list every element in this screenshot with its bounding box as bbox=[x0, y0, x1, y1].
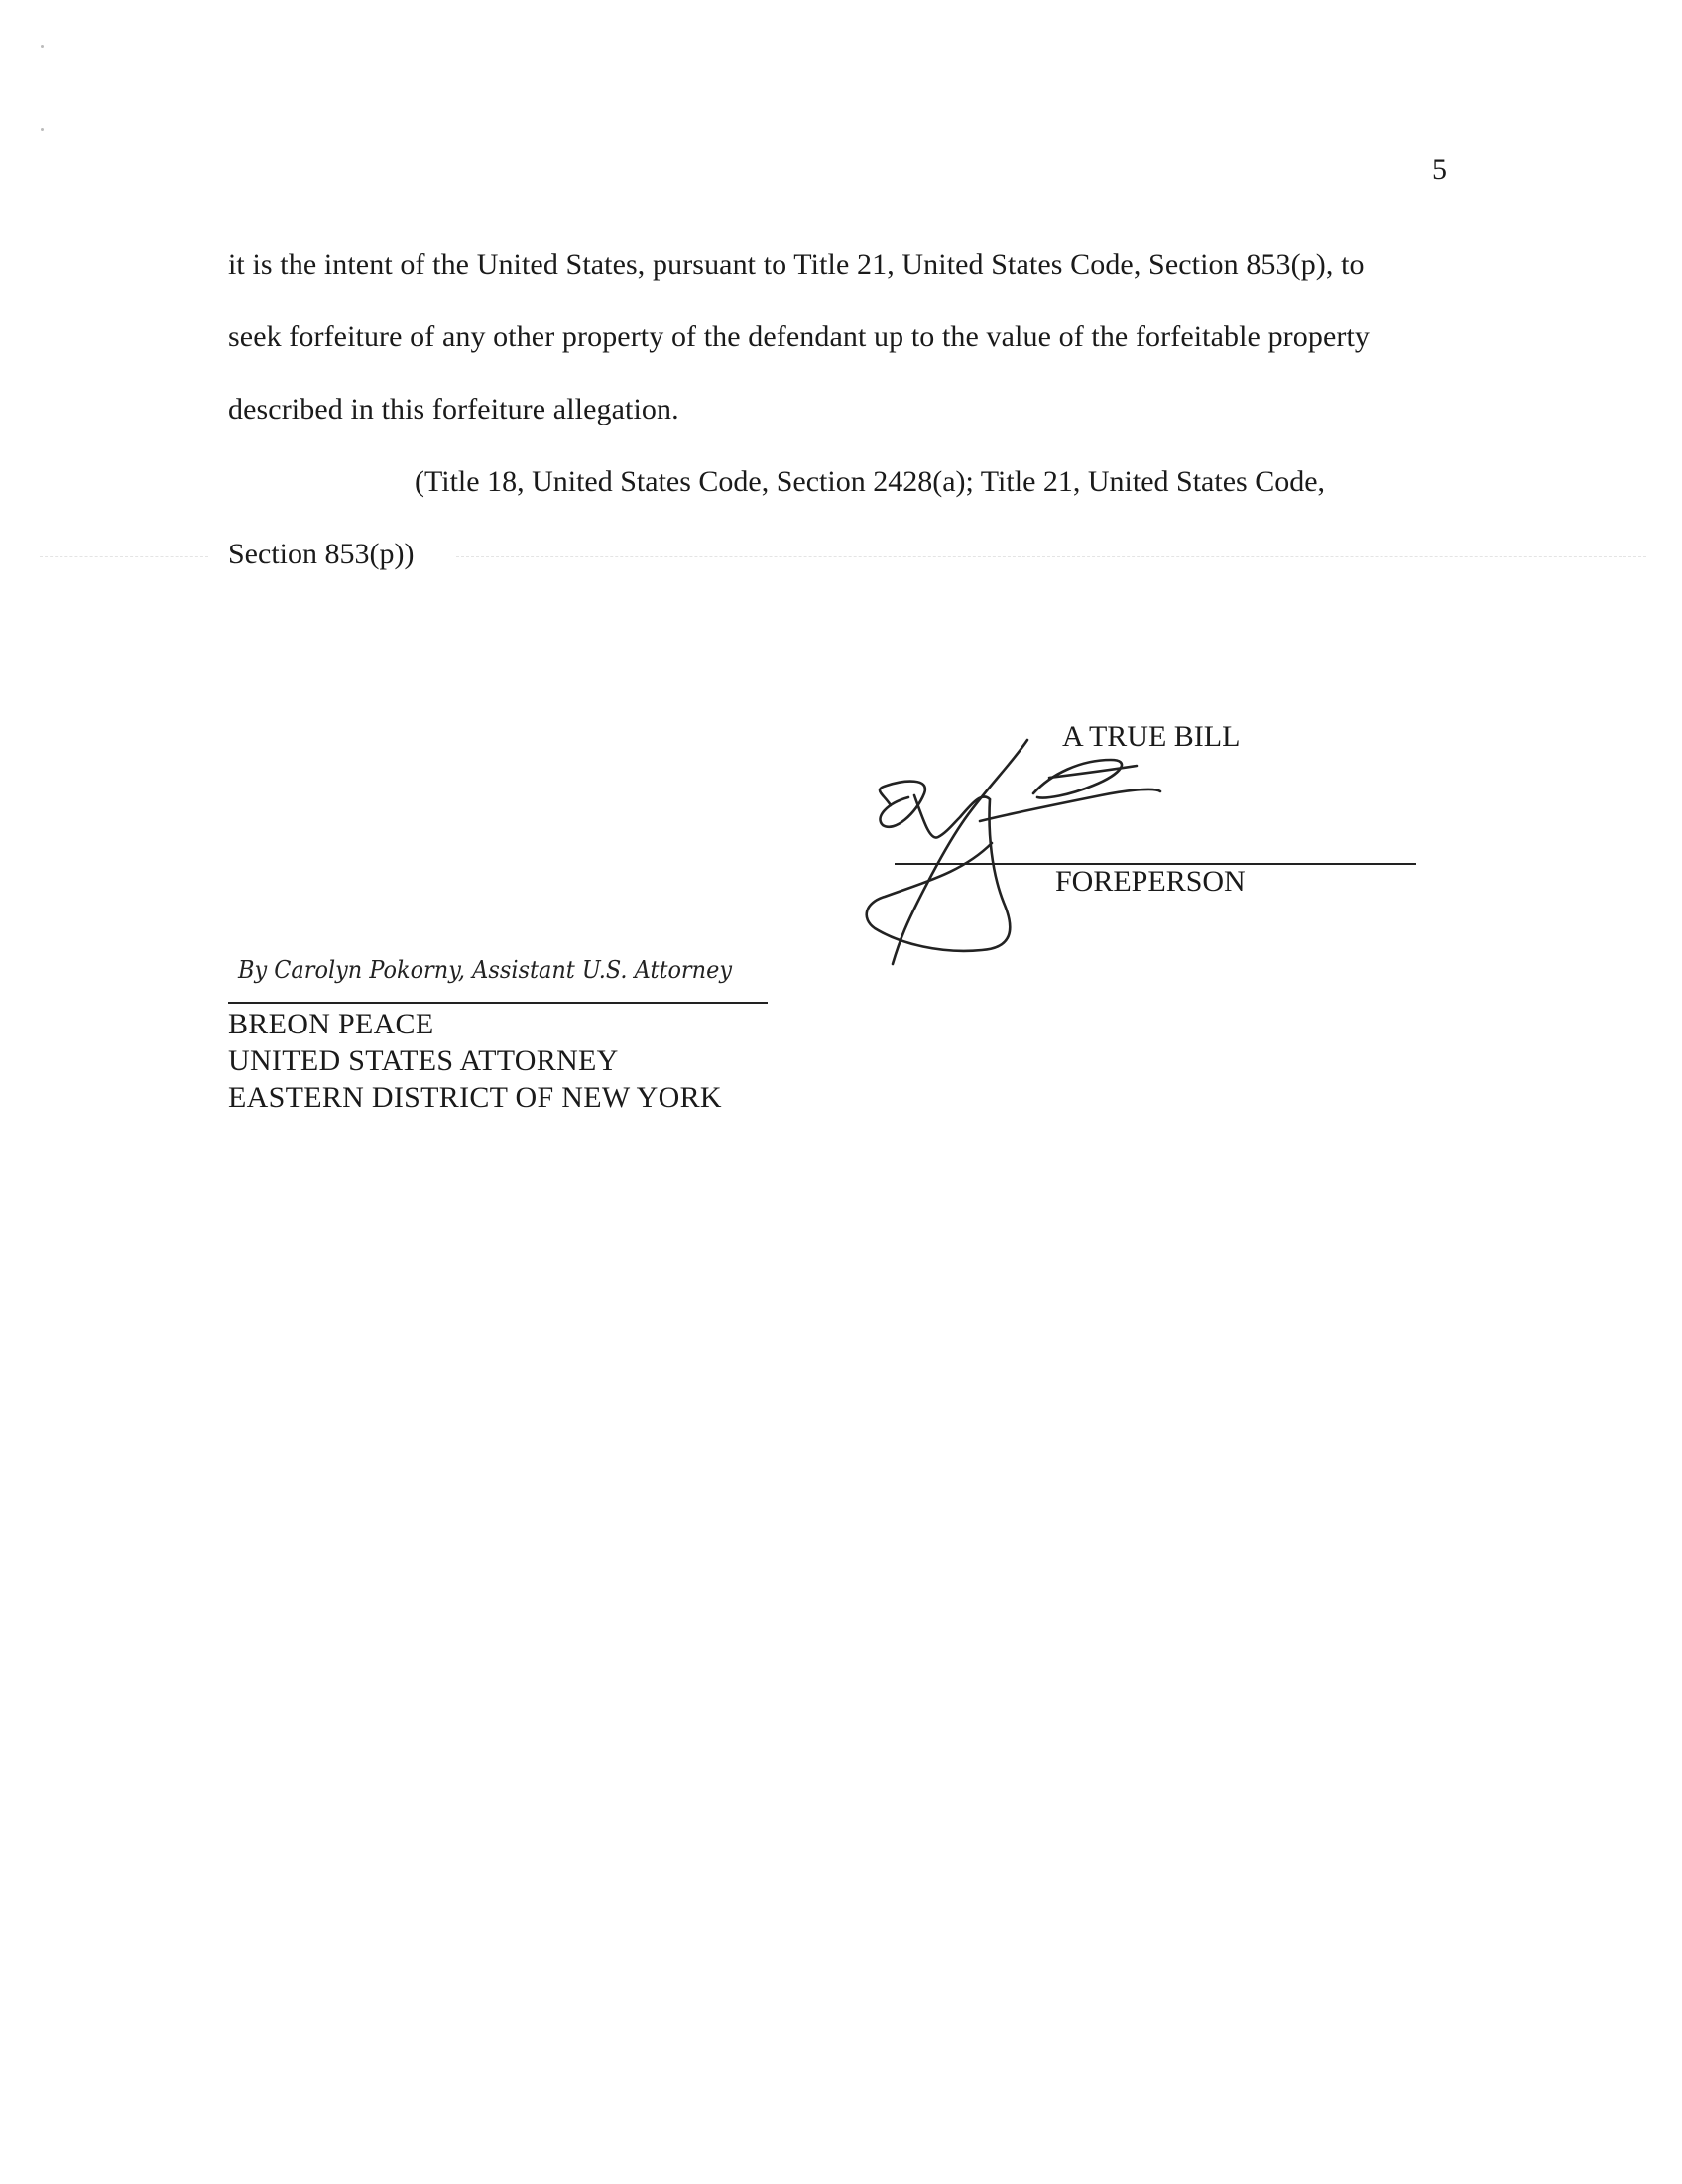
body-line-3: described in this forfeiture allegation. bbox=[228, 393, 679, 425]
foreperson-signature bbox=[813, 734, 1230, 972]
body-line-2: seek forfeiture of any other property of the defendant up to the value of the forfeitable property bbox=[228, 320, 1371, 353]
true-bill-heading: A TRUE BILL bbox=[1062, 720, 1241, 753]
body-line-1: it is the intent of the United States, pursuant to Title 21, United States Code, Section 853(p), to bbox=[228, 248, 1365, 281]
foreperson-label: FOREPERSON bbox=[1055, 865, 1246, 898]
attorney-signature-line bbox=[228, 1002, 768, 1004]
scan-banding bbox=[40, 556, 208, 557]
statute-citation-line-1: (Title 18, United States Code, Section 2428(a); Title 21, United States Code, bbox=[415, 465, 1326, 498]
scan-banding bbox=[456, 556, 1646, 557]
attorney-title: UNITED STATES ATTORNEY bbox=[228, 1044, 619, 1077]
attorney-district: EASTERN DISTRICT OF NEW YORK bbox=[228, 1081, 722, 1114]
scan-artifact bbox=[41, 128, 44, 131]
statute-citation-line-2: Section 853(p)) bbox=[228, 538, 415, 570]
attorney-name: BREON PEACE bbox=[228, 1008, 434, 1040]
attorney-signature-text: By Carolyn Pokorny, Assistant U.S. Attorney bbox=[237, 956, 733, 984]
scan-artifact bbox=[41, 45, 44, 48]
attorney-signature bbox=[238, 942, 764, 1002]
page-number: 5 bbox=[1432, 153, 1447, 185]
